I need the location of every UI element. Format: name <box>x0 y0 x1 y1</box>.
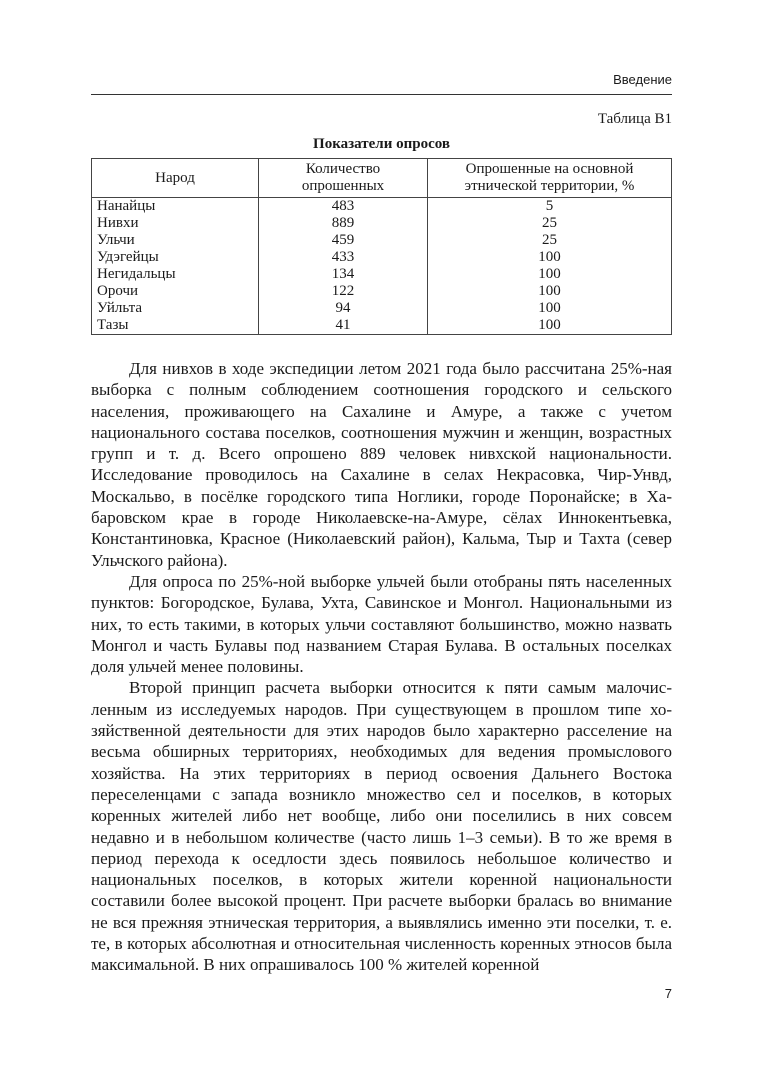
table-row <box>92 232 672 249</box>
table-row <box>92 249 672 266</box>
survey-table <box>91 158 672 335</box>
cell-surveyed: 122 <box>259 283 428 300</box>
table-label: Таблица В1 <box>597 111 672 127</box>
cell-people: Ульчи <box>92 232 259 249</box>
cell-people: Орочи <box>92 283 259 300</box>
cell-surveyed: 134 <box>259 266 428 283</box>
paragraph: Для опроса по 25%-ной выборке ульчей были отобраны пять населенных пунктов: Богородское, Булава, Ухта, Савинское и Монгол. Национальными из них, то есть такими, в которых ульчи составляют большинство, можно назвать Монгол и часть Булавы под названием Старая Булава. В остальных поселках доля ульчей менее половины. <box>91 571 672 677</box>
header-rule <box>91 94 672 95</box>
body-text <box>91 358 672 976</box>
cell-territory-pct: 5 <box>428 198 672 216</box>
cell-territory-pct: 100 <box>428 249 672 266</box>
table-row <box>92 300 672 317</box>
table-row <box>92 317 672 335</box>
cell-territory-pct: 100 <box>428 266 672 283</box>
table-title: Показатели опросов <box>313 136 450 152</box>
cell-people: Тазы <box>92 317 259 335</box>
running-head: Введение <box>613 72 672 87</box>
paragraph: Второй принцип расчета выборки относится к пяти самым малочисленным из исследуемых народов. При существующем в прошлом типе хозяйственной деятельности для этих народов было характерно расселение на весьма обширных территориях, необходимых для ведения промыслового хозяйства. На этих территориях в период освоения Дальнего Востока переселенцами с запада возникло множество сел и поселков, в которых коренных жителей либо нет вообще, либо они поселились в них совсем недавно и в небольшом количестве (часто лишь 1–3 семьи). В то же время в период перехода к оседлости здесь появилось небольшое количество и национальных поселков, в которых жители коренной национальности составили более высокой процент. При расчете выборки бралась во внимание не вся прежняя этническая территория, а выявлялись именно эти поселки, т. е. те, в которых абсолютная и относительная численность коренных этносов была максимальной. В них опрашивалось 100 % жителей коренной <box>91 678 672 975</box>
paragraph: Для нивхов в ходе экспедиции летом 2021 года было рассчитана 25%-ная выборка с полным соблюдением соотношения городского и сельского населения, проживающего на Сахалине и Амуре, а также с учетом национального состава поселков, соотношения мужчин и женщин, возрастных групп и т. д. Всего опрошено 889 человек нивхской национальности. Исследование проводилось на Сахалине в селах Некрасовка, Чир-Унвд, Москальво, в посёлке городского типа Ноглики, городе Поронайске; в Хабаровском крае в городе Николаевске-на-Амуре, сёлах Иннокентьевка, Константиновка, Красное (Николаевский район), Кальма, Тыр и Тахта (север Ульчского района). <box>91 359 672 570</box>
page-number: 7 <box>664 986 672 1001</box>
column-header-territory-pct: Опрошенные на основной этнической территории, % <box>428 159 672 198</box>
cell-surveyed: 889 <box>259 215 428 232</box>
table-row <box>92 266 672 283</box>
cell-territory-pct: 100 <box>428 300 672 317</box>
cell-people: Уйльта <box>92 300 259 317</box>
cell-surveyed: 41 <box>259 317 428 335</box>
cell-people: Нанайцы <box>92 198 259 216</box>
table-row <box>92 198 672 216</box>
cell-surveyed: 459 <box>259 232 428 249</box>
cell-people: Нивхи <box>92 215 259 232</box>
cell-people: Негидальцы <box>92 266 259 283</box>
cell-territory-pct: 25 <box>428 232 672 249</box>
cell-territory-pct: 25 <box>428 215 672 232</box>
table-row <box>92 283 672 300</box>
cell-people: Удэгейцы <box>92 249 259 266</box>
column-header-people: Народ <box>92 159 259 198</box>
column-header-surveyed: Количество опрошенных <box>259 159 428 198</box>
cell-surveyed: 483 <box>259 198 428 216</box>
cell-territory-pct: 100 <box>428 317 672 335</box>
table-header-row <box>92 159 672 198</box>
table-row <box>92 215 672 232</box>
cell-territory-pct: 100 <box>428 283 672 300</box>
cell-surveyed: 433 <box>259 249 428 266</box>
cell-surveyed: 94 <box>259 300 428 317</box>
